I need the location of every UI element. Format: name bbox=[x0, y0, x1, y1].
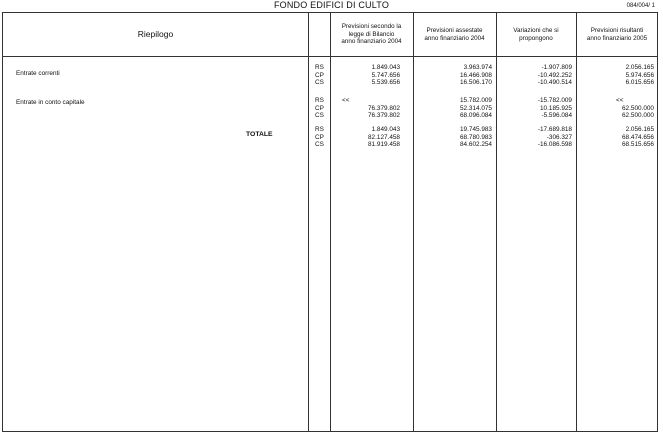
column-divider bbox=[413, 13, 414, 431]
section-label: Entrate in conto capitale bbox=[16, 99, 85, 106]
cell-previsioni-risultanti: << 62.500.000 62.500.000 bbox=[616, 97, 654, 120]
cell-previsioni-assestate: 3.963.974 16.466.908 16.506.170 bbox=[460, 64, 492, 87]
row-codes: RS CP CS bbox=[315, 97, 324, 120]
header-variazioni: Variazioni che si propongono bbox=[513, 27, 559, 42]
cell-previsioni-assestate: 15.782.009 52.314.075 68.096.084 bbox=[460, 97, 492, 120]
header-previsioni-assestate: Previsioni assestate anno finanziario 2004 bbox=[424, 27, 485, 42]
cell-variazioni: -1.907.809 -10.492.252 -10.490.514 bbox=[537, 64, 572, 87]
header-previsioni-risultanti: Previsioni risultanti anno finanziario 2005 bbox=[586, 27, 648, 42]
cell-previsioni-assestate: 19.745.983 68.780.983 84.602.254 bbox=[460, 126, 492, 149]
column-divider bbox=[308, 13, 309, 431]
cell-previsioni-risultanti: 2.056.165 5.974.656 6.015.656 bbox=[625, 64, 654, 87]
page-title: FONDO EDIFICI DI CULTO bbox=[273, 0, 390, 10]
row-codes: RS CP CS bbox=[315, 64, 324, 87]
cell-variazioni: -17.689.818 -306.327 -16.086.598 bbox=[537, 126, 572, 149]
cell-previsioni-2004: 1.849.043 82.127.458 81.919.458 bbox=[368, 126, 400, 149]
column-divider bbox=[496, 13, 497, 431]
cell-variazioni: -15.782.009 10.185.925 -5.596.084 bbox=[537, 97, 572, 120]
column-divider bbox=[576, 13, 577, 431]
section-label: Entrate correnti bbox=[16, 70, 60, 77]
cell-previsioni-risultanti: 2.056.165 68.474.656 68.515.656 bbox=[622, 126, 654, 149]
header-riepilogo: Riepilogo bbox=[137, 28, 174, 39]
header-previsioni-2004: Previsioni secondo la legge di Bilancio anno finanziario 2004 bbox=[341, 23, 402, 46]
cell-previsioni-2004: << 76.379.802 76.379.802 bbox=[342, 97, 400, 120]
column-divider bbox=[330, 13, 331, 431]
summary-table bbox=[2, 12, 658, 432]
total-label: TOTALE bbox=[246, 131, 273, 138]
cell-previsioni-2004: 1.849.043 5.747.656 5.539.656 bbox=[371, 64, 400, 87]
row-codes: RS CP CS bbox=[315, 126, 324, 149]
page-code: 084/004/ 1 bbox=[626, 3, 655, 9]
